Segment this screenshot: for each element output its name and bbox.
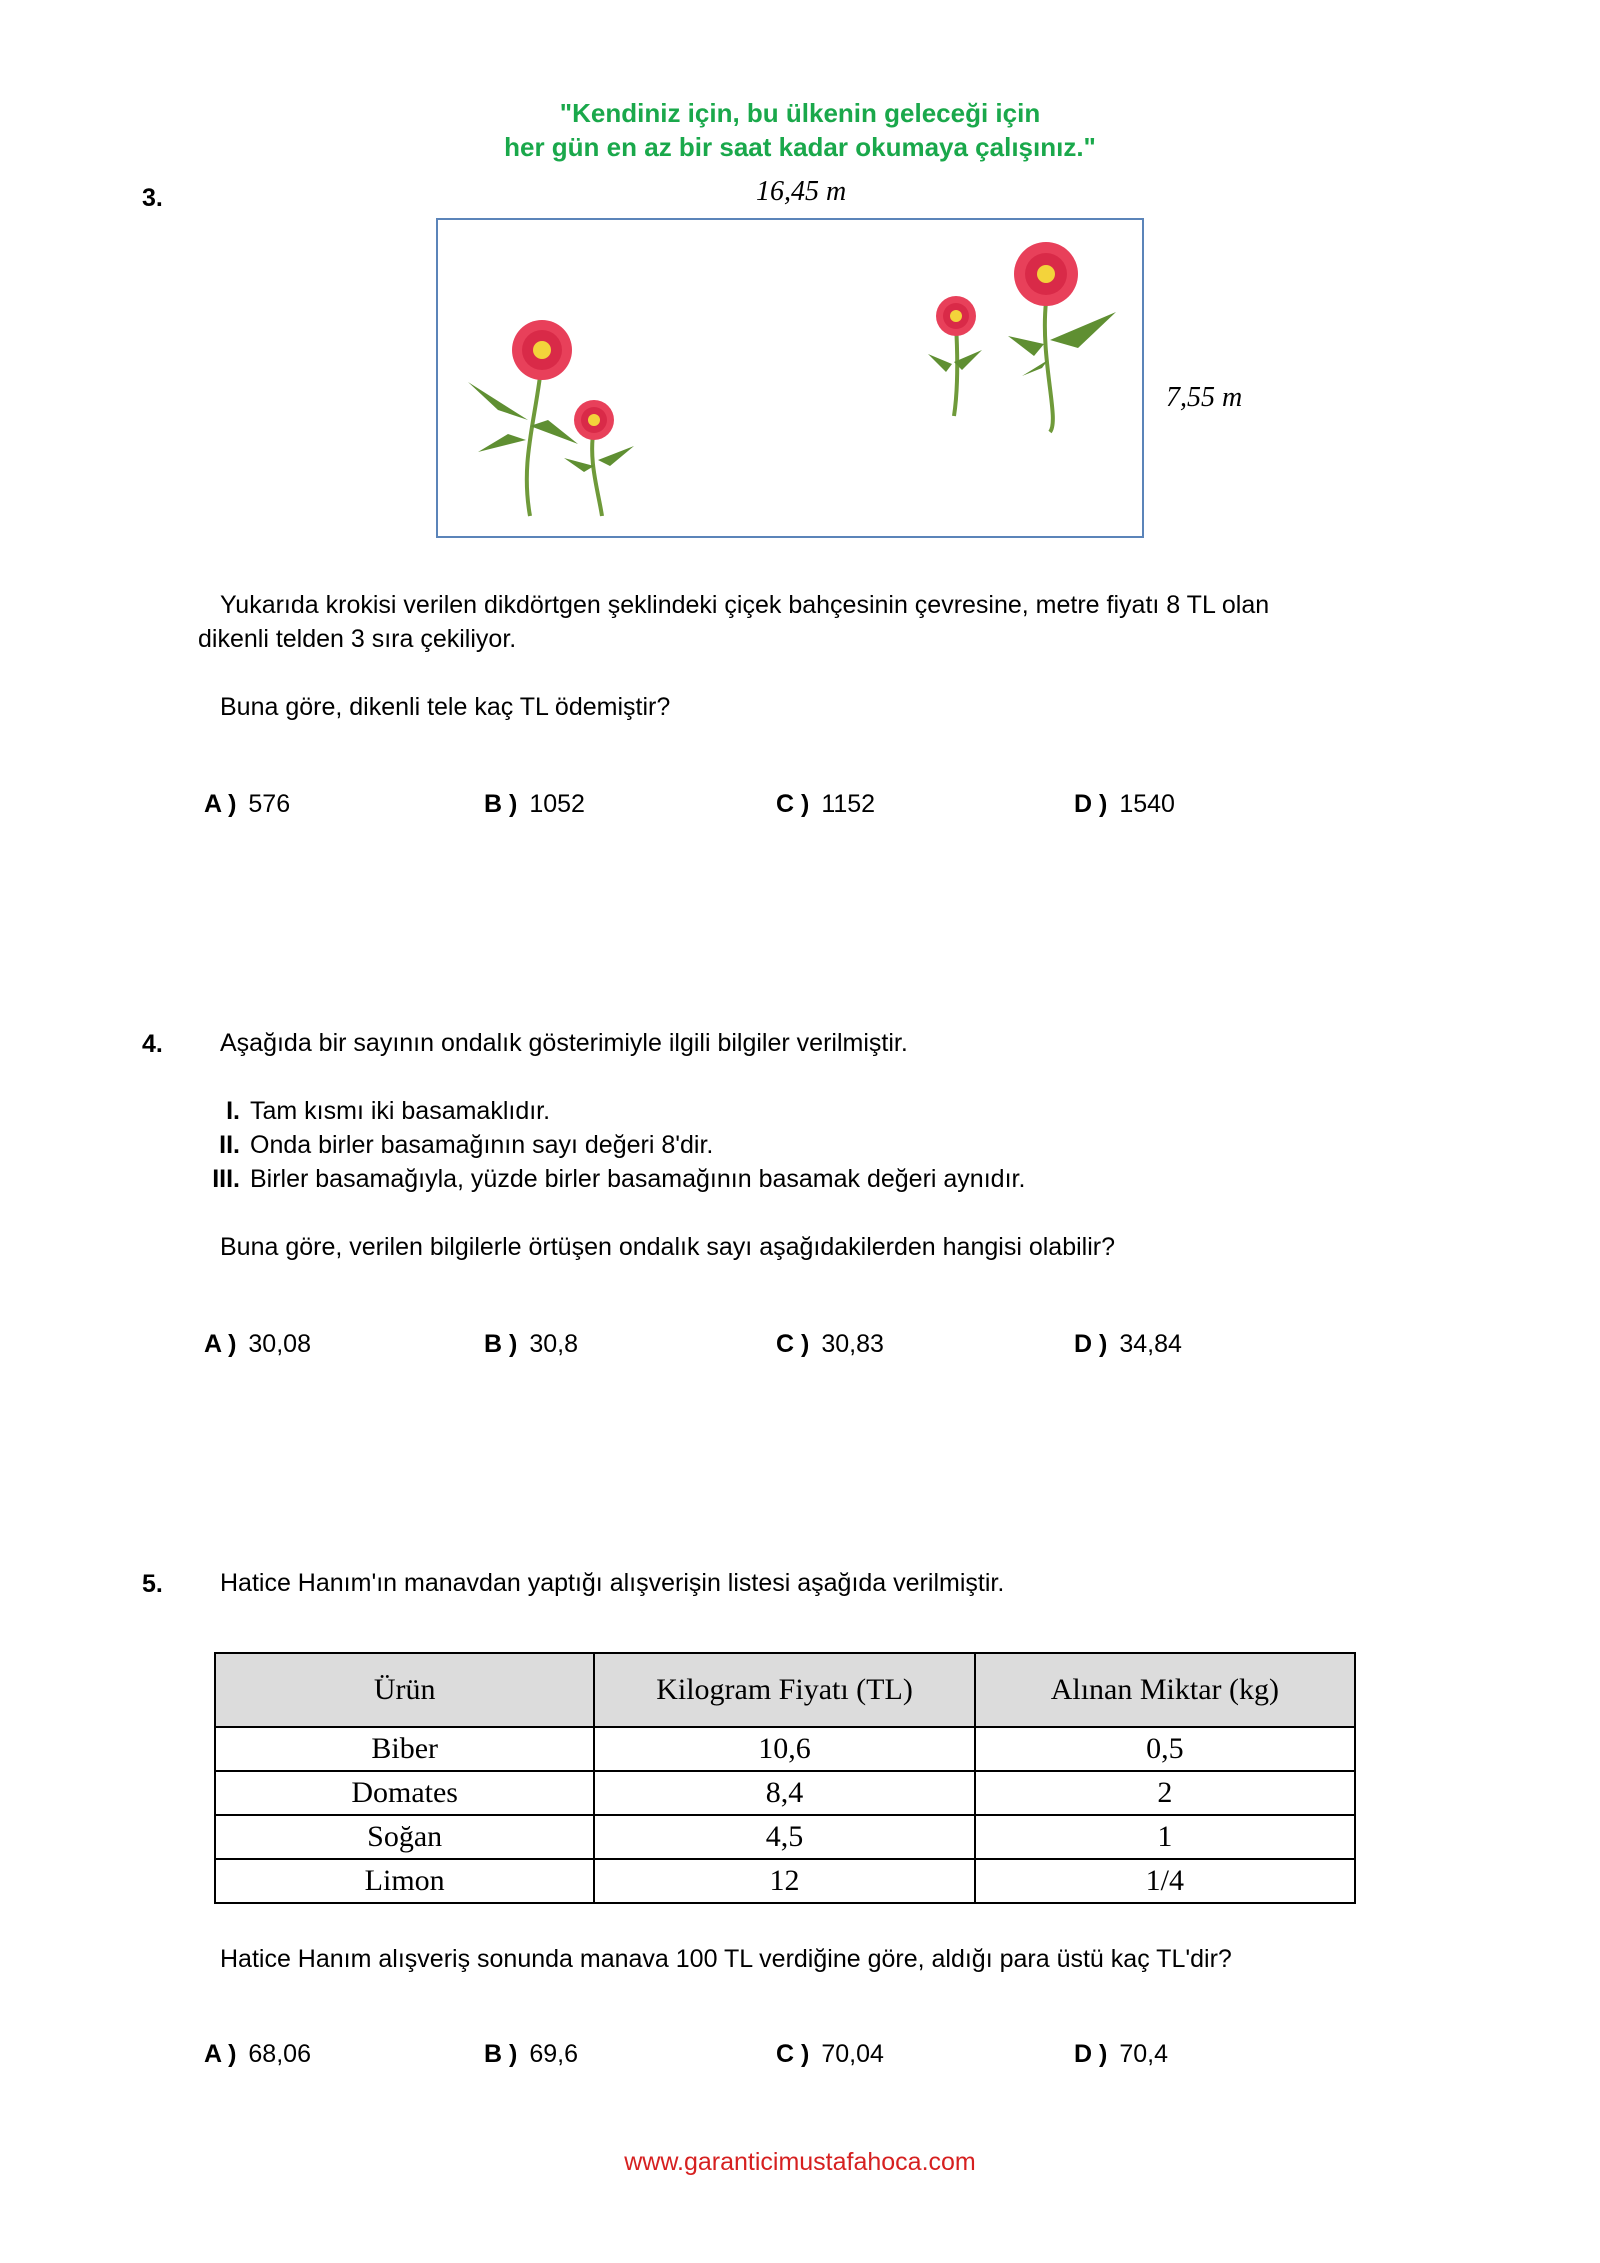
- table-cell: 1: [975, 1815, 1355, 1859]
- table-row: [215, 1859, 1355, 1903]
- column-header-price: Kilogram Fiyatı (TL): [594, 1653, 974, 1727]
- question-5-option-d[interactable]: [1074, 2040, 1168, 2069]
- table-cell: 1/4: [975, 1859, 1355, 1903]
- table-cell: 4,5: [594, 1815, 974, 1859]
- question-3-number: 3.: [142, 184, 163, 212]
- table-row: [215, 1815, 1355, 1859]
- question-5-prompt: Hatice Hanım alışveriş sonunda manava 100 TL verdiğine göre, aldığı para üstü kaç TL'dir?: [220, 1945, 1232, 1973]
- option-value: 69,6: [529, 2040, 578, 2068]
- table-cell: 2: [975, 1771, 1355, 1815]
- question-3-paragraph-line-1: Yukarıda krokisi verilen dikdörtgen şeklindeki çiçek bahçesinin çevresine, metre fiyatı 8 TL olan: [220, 591, 1270, 619]
- question-5-option-b[interactable]: [484, 2040, 578, 2069]
- question-4-number: 4.: [142, 1030, 163, 1058]
- option-value: 1540: [1119, 790, 1175, 818]
- question-4-item-2: [196, 1128, 713, 1162]
- table-cell: Limon: [215, 1859, 594, 1903]
- option-value: 34,84: [1119, 1330, 1182, 1358]
- garden-sketch: [436, 218, 1144, 538]
- option-letter: D ): [1074, 1330, 1108, 1358]
- question-4-item-1: [196, 1094, 550, 1128]
- table-row: [215, 1771, 1355, 1815]
- question-4-option-b[interactable]: [484, 1330, 578, 1359]
- option-letter: D ): [1074, 790, 1108, 818]
- shopping-table: [214, 1652, 1356, 1904]
- question-3-option-c[interactable]: [776, 790, 875, 819]
- table-cell: 10,6: [594, 1727, 974, 1771]
- option-letter: A ): [204, 1330, 237, 1358]
- option-letter: D ): [1074, 2040, 1108, 2068]
- option-letter: A ): [204, 2040, 237, 2068]
- item-text: Birler basamağıyla, yüzde birler basamağının basamak değeri aynıdır.: [250, 1165, 1026, 1193]
- question-5-intro: Hatice Hanım'ın manavdan yaptığı alışverişin listesi aşağıda verilmiştir.: [220, 1569, 1005, 1597]
- option-value: 68,06: [248, 2040, 311, 2068]
- table-cell: 12: [594, 1859, 974, 1903]
- question-4-option-d[interactable]: [1074, 1330, 1182, 1359]
- table-cell: 0,5: [975, 1727, 1355, 1771]
- table-cell: Biber: [215, 1727, 594, 1771]
- question-5-option-a[interactable]: [204, 2040, 311, 2069]
- option-value: 70,04: [821, 2040, 884, 2068]
- option-letter: C ): [776, 2040, 810, 2068]
- question-5-number: 5.: [142, 1570, 163, 1598]
- option-letter: B ): [484, 1330, 518, 1358]
- question-4-prompt: Buna göre, verilen bilgilerle örtüşen ondalık sayı aşağıdakilerden hangisi olabilir?: [220, 1233, 1115, 1261]
- option-letter: A ): [204, 790, 237, 818]
- question-4-option-c[interactable]: [776, 1330, 884, 1359]
- motto-line-2: her gün en az bir saat kadar okumaya çalışınız.": [504, 132, 1096, 162]
- table-header-row: [215, 1653, 1355, 1727]
- option-value: 576: [248, 790, 291, 818]
- motto-line-1: "Kendiniz için, bu ülkenin geleceği için: [559, 98, 1041, 128]
- option-letter: C ): [776, 1330, 810, 1358]
- garden-width-label: 16,45 m: [756, 176, 847, 207]
- question-3-option-a[interactable]: [204, 790, 290, 819]
- option-value: 1052: [529, 790, 585, 818]
- option-letter: C ): [776, 790, 810, 818]
- flower-illustration: [438, 220, 1142, 536]
- option-letter: B ): [484, 790, 518, 818]
- option-value: 30,83: [821, 1330, 884, 1358]
- item-text: Onda birler basamağının sayı değeri 8'dir.: [250, 1131, 714, 1159]
- option-value: 30,8: [529, 1330, 578, 1358]
- column-header-product: Ürün: [215, 1653, 594, 1727]
- question-3-prompt: Buna göre, dikenli tele kaç TL ödemiştir?: [220, 693, 671, 721]
- table-cell: Domates: [215, 1771, 594, 1815]
- footer-website-link[interactable]: www.garanticimustafahoca.com: [624, 2148, 976, 2176]
- question-4-item-3: [196, 1162, 1025, 1196]
- roman-numeral: I.: [226, 1097, 240, 1125]
- item-text: Tam kısmı iki basamaklıdır.: [250, 1097, 551, 1125]
- question-3-option-d[interactable]: [1074, 790, 1175, 819]
- roman-numeral: III.: [212, 1165, 240, 1193]
- question-4-option-a[interactable]: [204, 1330, 311, 1359]
- question-5-option-c[interactable]: [776, 2040, 884, 2069]
- question-3-paragraph-line-2: dikenli telden 3 sıra çekiliyor.: [198, 625, 517, 653]
- question-3-option-b[interactable]: [484, 790, 585, 819]
- table-row: [215, 1727, 1355, 1771]
- question-4-intro: Aşağıda bir sayının ondalık gösterimiyle ilgili bilgiler verilmiştir.: [220, 1029, 908, 1057]
- roman-numeral: II.: [219, 1131, 240, 1159]
- garden-height-label: 7,55 m: [1166, 382, 1243, 413]
- table-cell: 8,4: [594, 1771, 974, 1815]
- column-header-amount: Alınan Miktar (kg): [975, 1653, 1355, 1727]
- table-cell: Soğan: [215, 1815, 594, 1859]
- option-value: 70,4: [1119, 2040, 1168, 2068]
- option-value: 1152: [821, 790, 876, 818]
- option-value: 30,08: [248, 1330, 311, 1358]
- option-letter: B ): [484, 2040, 518, 2068]
